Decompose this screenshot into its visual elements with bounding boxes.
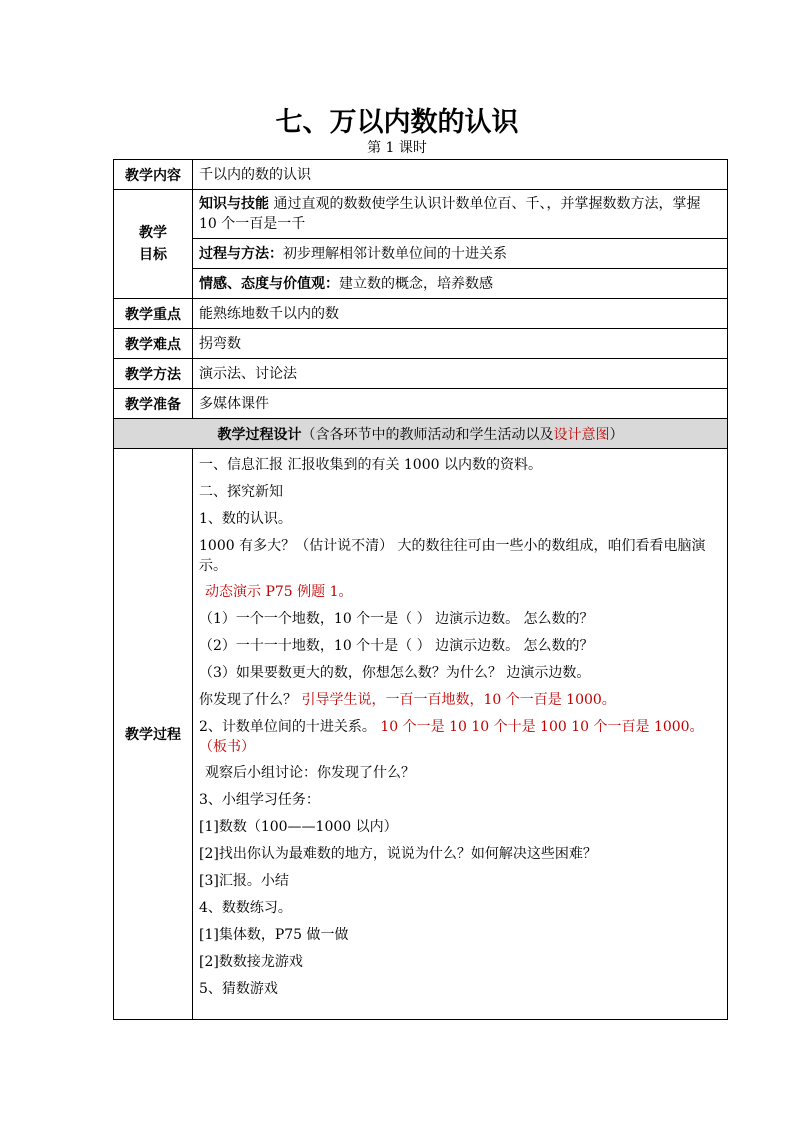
process-line: [2]找出你认为最难数的地方，说说为什么？如何解决这些困难？ bbox=[199, 846, 597, 862]
label-prep: 教学准备 bbox=[114, 389, 193, 419]
process-line: 一、信息汇报 汇报收集到的有关 1000 以内数的资料。 bbox=[199, 457, 542, 473]
process-line bbox=[199, 690, 723, 710]
section-header-red: 设计意图 bbox=[553, 426, 610, 443]
process-line: （2）一十一十地数，10 个十是（ ） 边演示边数。 怎么数的？ bbox=[199, 638, 594, 654]
value-key: 能熟练地数千以内的数 bbox=[193, 299, 728, 329]
row-process bbox=[114, 449, 728, 1020]
label-difficulty: 教学难点 bbox=[114, 329, 193, 359]
row-goals-process bbox=[114, 239, 728, 269]
document-title: 七、万以内数的认识 bbox=[275, 107, 519, 138]
value-method: 演示法、讨论法 bbox=[193, 359, 728, 389]
process-line-part-red: 10 个一是 10 10 个十是 100 10 个一百是 1000。（板书） bbox=[199, 719, 704, 755]
process-line-part-red: 引导学生说，一百一百地数，10 个一百是 1000。 bbox=[301, 692, 616, 708]
row-content bbox=[114, 160, 728, 190]
goal-process-text: 初步理解相邻计数单位间的十进关系 bbox=[283, 245, 507, 262]
label-method: 教学方法 bbox=[114, 359, 193, 389]
goal-process-head: 过程与方法： bbox=[199, 245, 283, 262]
process-line: 动态演示 P75 例题 1。 bbox=[205, 584, 353, 600]
process-line: （1）一个一个地数，10 个一是（ ） 边演示边数。 怎么数的？ bbox=[199, 611, 594, 627]
process-line: 二、探究新知 bbox=[199, 484, 283, 500]
process-line: （3）如果要数更大的数，你想怎么数？为什么？ 边演示边数。 bbox=[199, 665, 591, 681]
value-goals-knowledge bbox=[193, 190, 728, 239]
label-process: 教学过程 bbox=[114, 449, 193, 1020]
process-line: 1、数的认识。 bbox=[199, 511, 292, 527]
row-method bbox=[114, 359, 728, 389]
section-header-text: （含各环节中的教师活动和学生活动以及 bbox=[301, 426, 554, 443]
value-prep: 多媒体课件 bbox=[193, 389, 728, 419]
label-goals bbox=[114, 190, 193, 299]
process-line: [1]数数（100——1000 以内） bbox=[199, 819, 398, 835]
goal-knowledge-text: 通过直观的数数使学生认识计数单位百、千、，并掌握数数方法，掌握 10 个一百是一千 bbox=[199, 196, 701, 232]
label-goals-text: 教学目标 bbox=[139, 225, 167, 263]
goal-emotion-head: 情感、态度与价值观： bbox=[199, 275, 339, 292]
goal-knowledge-head: 知识与技能 bbox=[199, 196, 269, 212]
goal-emotion-text: 建立数的概念，培养数感 bbox=[339, 275, 493, 292]
section-header-end: ） bbox=[609, 426, 624, 443]
row-key bbox=[114, 299, 728, 329]
process-line: 1000 有多大？（估计说不清） 大的数往往可由一些小的数组成，咱们看看电脑演示。 bbox=[199, 538, 706, 574]
process-line: 3、小组学习任务： bbox=[199, 792, 320, 808]
row-goals-knowledge bbox=[114, 190, 728, 239]
row-difficulty bbox=[114, 329, 728, 359]
lesson-number: 第 1 课时 bbox=[367, 140, 427, 156]
label-content: 教学内容 bbox=[114, 160, 193, 190]
process-line: [1]集体数，P75 做一做 bbox=[199, 927, 349, 943]
value-difficulty: 拐弯数 bbox=[193, 329, 728, 359]
process-content bbox=[193, 449, 728, 1020]
section-header-bold: 教学过程设计 bbox=[217, 426, 302, 443]
process-line-part: 你发现了什么？ bbox=[199, 692, 302, 708]
value-content: 千以内的数的认识 bbox=[193, 160, 728, 190]
row-section-header bbox=[114, 419, 728, 449]
value-goals-process bbox=[193, 239, 728, 269]
process-line: 观察后小组讨论：你发现了什么？ bbox=[205, 765, 415, 781]
section-header bbox=[114, 419, 728, 449]
process-line: [2]数数接龙游戏 bbox=[199, 954, 303, 970]
process-line: [3]汇报。小结 bbox=[199, 873, 289, 889]
row-goals-emotion bbox=[114, 269, 728, 299]
process-line: 5、猜数游戏 bbox=[199, 981, 278, 997]
value-goals-emotion bbox=[193, 269, 728, 299]
process-line-part: 2、计数单位间的十进关系。 bbox=[199, 719, 381, 735]
process-line: 4、数数练习。 bbox=[199, 900, 292, 916]
row-prep bbox=[114, 389, 728, 419]
label-key: 教学重点 bbox=[114, 299, 193, 329]
process-line bbox=[199, 717, 723, 757]
lesson-plan-table bbox=[113, 159, 728, 1020]
